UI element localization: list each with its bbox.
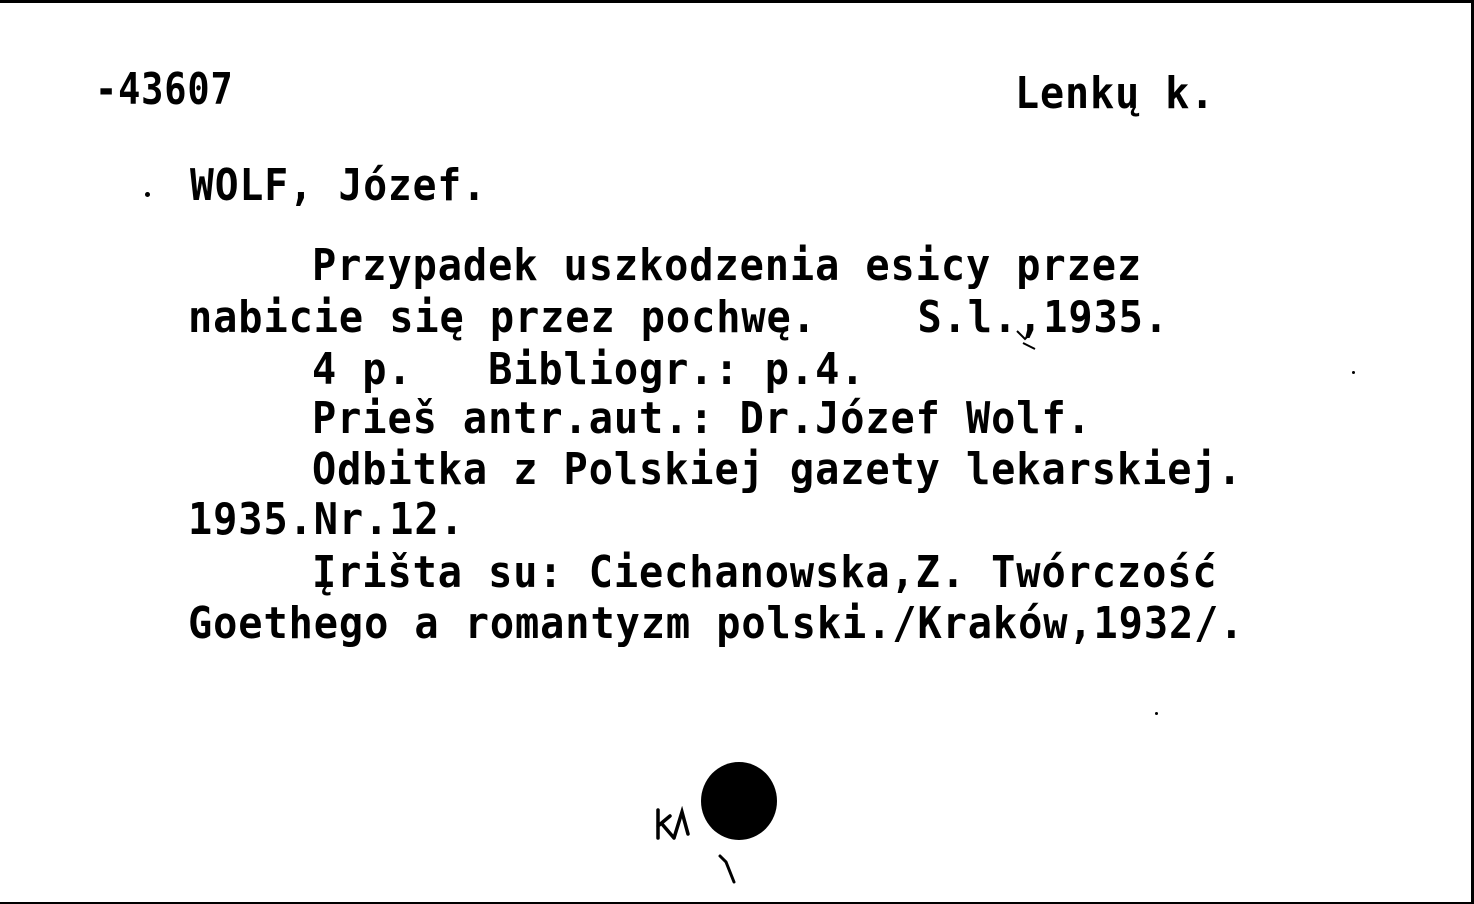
card-top-edge [0,0,1474,3]
pagination-line: 4 p. Bibliogr.: p.4. [312,344,866,395]
stray-dot [1352,371,1355,374]
bound-with-line-1: Įrišta su: Ciechanowska,Z. Twórczość [312,547,1218,598]
bound-with-line-2: Goethego a romantyzm polski./Kraków,1932/. [188,598,1245,649]
author-heading: WOLF, Józef. [190,160,487,211]
title-line-2: nabicie się przez pochwę. S.l.,1935. [188,292,1169,343]
call-number: -43607 [95,64,234,115]
stray-dot [1155,712,1158,715]
pencil-tick-mark [1013,325,1043,351]
offprint-line-2: 1935.Nr.12. [188,494,465,545]
handwritten-mark [652,806,694,842]
title-line-1: Przypadek uszkodzenia esicy przez [312,240,1143,291]
collection-label: Lenkų k. [1015,68,1216,119]
author-note-line: Prieš antr.aut.: Dr.Józef Wolf. [312,393,1092,444]
offprint-line-1: Odbitka z Polskiej gazety lekarskiej. [312,444,1243,495]
stray-dot [145,192,150,197]
punch-hole [701,762,777,840]
handwritten-tick [716,852,740,886]
